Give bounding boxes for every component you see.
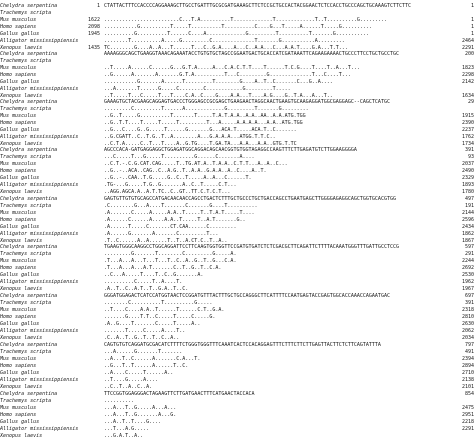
end-position: 2142 [461,79,474,85]
end-position: 2394 [461,356,474,362]
end-position: 1 [470,17,474,23]
sequence-row [0,251,474,258]
sequence-row [0,154,474,161]
alignment-block [0,244,474,293]
sequence-row [0,134,474,141]
sequence-text: ...A..T..T....G.... [104,419,162,425]
species-name: Mus musculus [0,17,37,23]
sequence-text: .........G.......T........C.........G.....A. [104,251,237,257]
sequence-row [0,72,474,79]
sequence-row [0,58,474,65]
end-position: 1762 [461,134,474,140]
sequence-text: ..G..-..ACA..CAG..C..A.G..T..A.A..G.A.A..A..C....A..T. [104,168,267,174]
sequence-text: ........T..........A.....G.........C..............T.......G...........A......... [104,38,345,44]
sequence-row [0,3,474,10]
sequence-row [0,79,474,86]
species-name: Homo sapiens [0,217,37,223]
sequence-row [0,24,474,31]
end-position: 2530 [461,272,474,278]
species-name: Xenopus laevis [0,189,43,195]
sequence-row [0,99,474,106]
species-name: Gallus gallus [0,31,40,37]
species-name: Alligator mississippiensis [0,86,79,92]
end-position: 1967 [461,286,474,292]
sequence-text: ..A...T..C......A.......C.A...T. [104,356,201,362]
alignment-block [0,3,474,52]
sequence-text: .A..G....T.......C.....T.....A.. [104,321,201,327]
sequence-row [0,168,474,175]
sequence-text: ..G..T.T....T.....T.....T.........T...A.....A.A.A.A...A.A..ATG.TGG [104,120,303,126]
sequence-text: ..C.T.A.....C..T...T....A..G.TG....T.GA.TA...A.A...A.A..GTG.T.TC [104,141,297,147]
species-name: Trachemys scripta [0,106,52,112]
sequence-row [0,203,474,210]
sequence-row [0,224,474,231]
sequence-text: .T...A...A...A.T.......C..T..G..T..C.A. [104,265,222,271]
species-name: Chelydra serpentina [0,147,58,153]
sequence-text: ..T.....T...C.....T...T....C.A..C....G....A.A...T....A.G....G..T.A...A...T.. [104,93,333,99]
sequence-text: ........C..........T..........G..... [104,300,213,306]
alignment-block [0,342,474,391]
species-name: Chelydra serpentina [0,342,58,348]
species-name: Mus musculus [0,210,37,216]
sequence-text: ..T.....A......C......G...G.T.A.....A...C.A.C.T.T....T......T.C.G....T....T..A...T... [104,65,360,71]
sequence-row [0,106,474,113]
species-name: Trachemys scripta [0,251,52,257]
alignment-block [0,391,474,440]
sequence-row [0,433,474,440]
end-position: 2144 [461,210,474,216]
sequence-row [0,175,474,182]
end-position: 1634 [461,93,474,99]
sequence-text: GAGTGTTGTGTGCAGCCATGACAACAACCAGCCTGACTCTTTGCTGCCCTGCTGACCAGCCTGAATGAGCTTGGGGAGAGGCAGCTGGTGCACGTGG [104,196,396,202]
species-name: Alligator mississippiensis [0,182,79,188]
sequence-row [0,391,474,398]
species-name: Xenopus laevis [0,335,43,341]
species-name: Mus musculus [0,161,37,167]
sequence-text: ...C.....T...G.....T..........G......C.......A.... [104,154,255,160]
end-position: 2464 [461,38,474,44]
alignment-block [0,196,474,245]
species-name: Chelydra serpentina [0,196,58,202]
sequence-text: .T..C......A..A......T..T..A.CT.C..T..A.. [104,238,228,244]
end-position: 2810 [461,314,474,320]
end-position: 854 [464,391,474,397]
alignment-block [0,293,474,342]
sequence-row [0,314,474,321]
end-position: 291 [464,251,474,257]
sequence-text: ..T....C....A.A..T......T......C.T..G.A. [104,307,225,313]
species-name: Mus musculus [0,356,37,362]
sequence-row [0,349,474,356]
end-position: 2475 [461,405,474,411]
species-name: Alligator mississippiensis [0,38,79,44]
sequence-text: .A..T..C..A.T..T..G.A..T..C. [104,286,189,292]
sequence-text: ...A...T..G.......A...G. [104,412,177,418]
sequence-text: ...T...A.G..... [104,426,150,432]
species-name: Homo sapiens [0,120,37,126]
sequence-row [0,412,474,419]
alignment-block [0,99,474,148]
sequence-row [0,384,474,391]
sequence-text: .TG-...G.....T.G..G.......A..C..T.....C.T... [104,182,237,188]
end-position: 1862 [461,231,474,237]
sequence-text: ...G.A.T..A.. [104,433,144,439]
sequence-row [0,210,474,217]
species-name: Gallus gallus [0,370,40,376]
end-position: 497 [464,196,474,202]
start-position: 1 [96,3,100,9]
species-name: Gallus gallus [0,272,40,278]
species-name: Xenopus laevis [0,433,43,439]
end-position: 391 [464,300,474,306]
species-name: Xenopus laevis [0,141,43,147]
sequence-row [0,300,474,307]
species-name: Homo sapiens [0,24,37,30]
alignment-block [0,147,474,196]
sequence-row [0,307,474,314]
sequence-row [0,356,474,363]
sequence-row [0,244,474,251]
species-name: Homo sapiens [0,72,37,78]
sequence-row [0,17,474,24]
end-position: 2710 [461,370,474,376]
sequence-row [0,127,474,134]
end-position: 1962 [461,279,474,285]
end-position: 797 [464,342,474,348]
sequence-row [0,342,474,349]
sequence-text: .A......T.....C.......CT.CAA......C......... [104,224,237,230]
start-position: 1435 [87,45,100,51]
species-name: Gallus gallus [0,79,40,85]
end-position: 2034 [461,335,474,341]
start-position: 1945 [87,31,100,37]
end-position: 2291 [461,426,474,432]
sequence-text: ..........G..........T......C....A.............G.........T..........T.......G........... [104,31,369,37]
sequence-text: ...A...T..G.....A...A... [104,405,177,411]
end-position: 391 [464,147,474,153]
sequence-text: ..C..T..A..C..A. [104,384,153,390]
sequence-row [0,38,474,45]
species-name: Xenopus laevis [0,238,43,244]
species-name: Alligator mississippiensis [0,231,79,237]
species-name: Xenopus laevis [0,384,43,390]
species-name: Homo sapiens [0,265,37,271]
species-name: Gallus gallus [0,127,40,133]
sequence-text: ...........G..........T.....T..........T..........C....G...T.....A......T.....G.......... [104,24,372,30]
end-position: 191 [464,203,474,209]
sequence-text: .......G....T.T..C.....T.....C.....G. [104,314,216,320]
sequence-text: GAAAGTGCTACGAAGCAGGAGTGACCCTGGGAGCCGCGAGCTGAAGAACTAGGCAACTGAAGTGCAAGAGGATGGCGAGGAGC--CAGCTCATGC [104,99,390,105]
sequence-text: TGAAGTGGGCAAGGCCTGGCAGGATTCCTTCAAGTGGTGGTTCCGATGTGATCTCTCGACGCTTCAGATTCTTTTACAAATGGGTTTGATTGCCTCCG [104,244,400,250]
sequence-text: ..G...T..T......A......T..C. [104,363,189,369]
sequence-row [0,321,474,328]
sequence-row [0,161,474,168]
end-position: 1823 [461,65,474,71]
end-position: 2291 [461,45,474,51]
sequence-text: CTATTACTTTCCACCCCAGGAAAGCTTGCCTGATTTGCGCGATGAAAGCTTCTCCGCTGCCACTACGGAACTCTCCACCTGCCCAGCTGCAAAGTCTTCTTC [104,3,412,9]
end-position: 1 [470,3,474,9]
end-position: 697 [464,293,474,299]
species-name: Alligator mississippiensis [0,134,79,140]
species-name: Gallus gallus [0,321,40,327]
sequence-row [0,31,474,38]
sequence-text: GGGATGGAGACTCATCCATGGTAACTCCGGATGTTTACTTTGCTGCCAGGGCTTCATTTTCCAATGAGTACCGAGTGGCACCAAACCAGAATGAC [104,293,390,299]
sequence-row [0,265,474,272]
sequence-row [0,426,474,433]
end-position: 2692 [461,265,474,271]
species-name: Xenopus laevis [0,93,43,99]
sequence-text: ..C...A.....T....T..C..G.......A. [104,272,204,278]
sequence-row [0,113,474,120]
species-name: Chelydra serpentina [0,51,58,57]
end-position: 2951 [461,412,474,418]
sequence-row [0,196,474,203]
end-position: 2062 [461,328,474,334]
species-name: Xenopus laevis [0,45,43,51]
sequence-text: ...........G.......A......T.........T........G....A..T..C.......C...G..A.... [104,79,333,85]
end-position: 2101 [461,384,474,390]
species-name: Mus musculus [0,307,37,313]
sequence-row [0,182,474,189]
sequence-row [0,363,474,370]
sequence-text: CAGTGTGTCAGGATGCGACATCTTTTCTGGGTGGGTTTCAAATCACTCCACAGGAGTTTCTTTCTTCTTGAGTTACTTCTCTTCAGTATTTA [104,342,381,348]
sequence-text: .T...A...A...T...T...T..C..A..G..T..G...C.A. [104,258,237,264]
end-position: 2434 [461,224,474,230]
sequence-row [0,377,474,384]
end-position: 491 [464,349,474,355]
end-position: 1867 [461,238,474,244]
sequence-text: .C........G...A....T.......C.......G....T.......... [104,203,258,209]
sequence-row [0,272,474,279]
sequence-text: ..A....C.....T......A.. [104,370,174,376]
sequence-text: ...A.......T......G.....C........C............G.........T..... [104,86,291,92]
end-position: 2138 [461,377,474,383]
sequence-row [0,335,474,342]
species-name: Gallus gallus [0,224,40,230]
sequence-text: .A......C......A....A.A..T.....T..A.T.......G.. [104,217,246,223]
sequence-row [0,328,474,335]
species-name: Alligator mississippiensis [0,279,79,285]
species-name: Gallus gallus [0,175,40,181]
sequence-row [0,51,474,58]
start-position: 2098 [87,24,100,30]
sequence-row [0,86,474,93]
end-position: 1 [470,24,474,30]
end-position: 2318 [461,307,474,313]
sequence-row [0,217,474,224]
sequence-row [0,419,474,426]
end-position: 1734 [461,141,474,147]
species-name: Gallus gallus [0,419,40,425]
sequence-text: AGCCCACA-GATGAGGAGGCTGGAGATGGCAGGACAGCAACGGTGTGGTAGAGGCCAAGTTTCTTGAGATGTCTTGGAAGGGGA [104,147,357,153]
sequence-row [0,120,474,127]
sequence-text: .C..A..T..G..T..T..C..A.. [104,335,180,341]
end-position: 2218 [461,419,474,425]
sequence-text: TC........G....A..A...T......T...C..G.A....A...C..A.A...C...A.A.T....G.A...T.T... [104,45,348,51]
end-position: 1780 [461,189,474,195]
end-position: 2490 [461,168,474,174]
sequence-text: ..G...C....G..G.....T......G.......G...ACA.T.....ACA.T..C....... [104,127,297,133]
species-name: Trachemys scripta [0,154,52,160]
end-position: 1893 [461,182,474,188]
end-position: 2894 [461,363,474,369]
species-name: Alligator mississippiensis [0,328,79,334]
sequence-text: AAAAGGGCAGCTGAAGGTAAACAGAAATACCTGTGTGCTAGCCGGAATGACTGCACCATCGATAAATTCAGAAGAAAACTGCCCTTCCTGCTGCCTGC [104,51,400,57]
sequence-row [0,147,474,154]
end-position: 1 [470,31,474,37]
sequence-row [0,405,474,412]
end-position: 2390 [461,120,474,126]
sequence-row [0,370,474,377]
species-name: Homo sapiens [0,412,37,418]
start-position: 1622 [87,17,100,23]
species-name: Xenopus laevis [0,286,43,292]
end-position: 93 [467,154,474,160]
sequence-row [0,293,474,300]
sequence-row [0,286,474,293]
species-name: Mus musculus [0,258,37,264]
sequence-text: TTCCGGTGGAGGGACTAGAAGTTCTTGATGAACTTTCATGAACTACCACA [104,391,255,397]
species-name: Chelydra serpentina [0,3,58,9]
end-position: 2596 [461,217,474,223]
sequence-text: ..AGG.AGCA.A..A.T.TC..C..GT..TT.C.T.C.T... [104,189,231,195]
sequence-text: ..G.CGATT..C..T.G..T..A........A...G.A.A.A...ATGG.T.T.C.. [104,134,276,140]
sequence-text: .......T.....C.....A....T.. [104,328,186,334]
species-name: Chelydra serpentina [0,391,58,397]
sequence-text: ..G......A.......A.......G.T.A..........T...C.........G..............T...C....T... [104,72,351,78]
species-name: Alligator mississippiensis [0,426,79,432]
sequence-text: .........C.........T......A.............G.........T.......G......... [104,106,309,112]
end-position: 200 [464,51,474,57]
species-name: Mus musculus [0,405,37,411]
sequence-text: .A.......C.....A.....A.A..T.....T..T.A.T.....T.... [104,210,255,216]
species-name: Mus musculus [0,113,37,119]
species-name: Homo sapiens [0,363,37,369]
sequence-text: ..........C.....T..A....T. [104,279,183,285]
sequence-text: ..C.T.-.C.G.CAT.CAG.....T..TG.AT.A..T.A.A..C.T.T...A..A..C... [104,161,288,167]
sequence-text: .......... [104,398,135,404]
sequence-text: ...A......G.......T....... [104,349,183,355]
sequence-row [0,279,474,286]
species-name: Alligator mississippiensis [0,377,79,383]
sequence-row [0,10,474,17]
species-name: Mus musculus [0,65,37,71]
species-name: Trachemys scripta [0,349,52,355]
species-name: Chelydra serpentina [0,99,58,105]
end-position: 2329 [461,175,474,181]
species-name: Trachemys scripta [0,398,52,404]
end-position: 2037 [461,161,474,167]
sequence-row [0,189,474,196]
end-position: 2237 [461,127,474,133]
sequence-row [0,398,474,405]
sequence-row [0,258,474,265]
sequence-text: ..G..T.....G..........T.......T.....T.A.T.A.A..A.A..AA..A.A.ATG.TGG [104,113,306,119]
species-name: Trachemys scripta [0,203,52,209]
end-position: 2244 [461,258,474,264]
species-name: Homo sapiens [0,314,37,320]
species-name: Trachemys scripta [0,300,52,306]
sequence-row [0,231,474,238]
sequence-text: .........................C...T.A..........T.............T.............T..T..........G......... [104,17,387,23]
species-name: Trachemys scripta [0,10,52,16]
sequence-text: ..T....G.....A.... [104,377,159,383]
end-position: 2298 [461,72,474,78]
sequence-text: ..G..-..CAA..T.G.....G..C..T.....A..A...C......T. [104,175,252,181]
end-position: 2630 [461,321,474,327]
end-position: 1915 [461,113,474,119]
end-position: 29 [467,99,474,105]
species-name: Chelydra serpentina [0,293,58,299]
end-position: 597 [464,244,474,250]
species-name: Trachemys scripta [0,58,52,64]
sequence-text: .A......G.......A.......C.........T... [104,231,219,237]
alignment-block [0,51,474,100]
species-name: Homo sapiens [0,168,37,174]
sequence-row [0,65,474,72]
species-name: Chelydra serpentina [0,244,58,250]
